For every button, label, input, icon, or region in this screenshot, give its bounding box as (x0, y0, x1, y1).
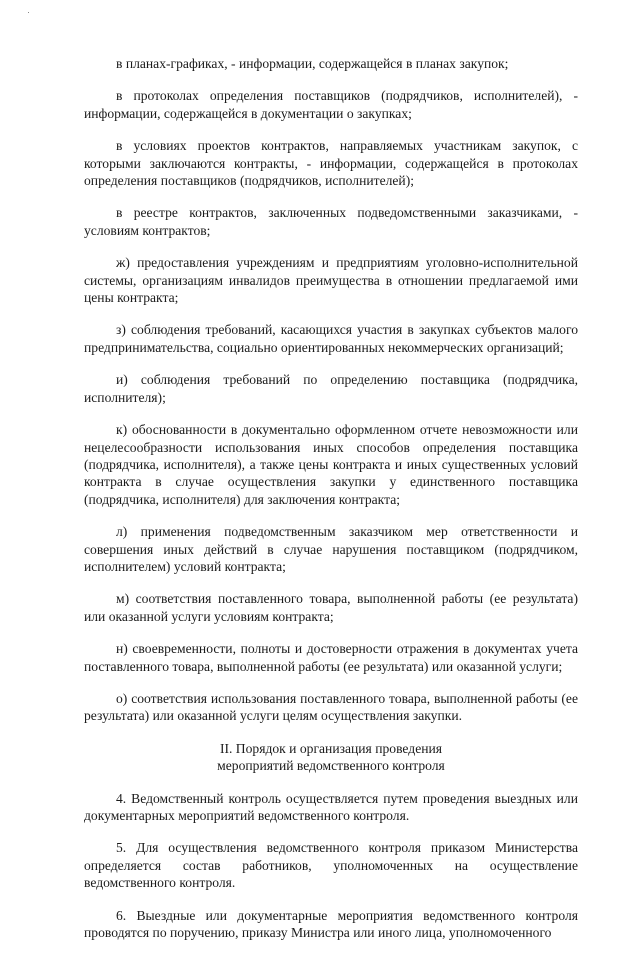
paragraph-plans: в планах-графиках, - информации, содержащейся в планах закупок; (116, 56, 509, 71)
paragraph-item-m: м) соответствия поставленного товара, выполненной работы (ее результата) или оказанной услуги условиям контракта; (84, 591, 578, 624)
paragraph-item-z: з) соблюдения требований, касающихся участия в закупках субъектов малого предпринимательства, социально ориентированных некоммерческих организаций; (84, 322, 578, 355)
paragraph-clause-4: 4. Ведомственный контроль осуществляется путем проведения выездных или документарных мероприятий ведомственного контроля. (84, 790, 578, 823)
paragraph-contract-registry: в реестре контрактов, заключенных подведомственными заказчиками, - условиям контрактов; (84, 205, 578, 238)
paragraph-item-k: к) обоснованности в документально оформленном отчете невозможности или нецелесообразности использования иных способов определения поставщика (подрядчика, исполнителя), а также цены контракта и иных существенных условий контракта в случае осуществления закупки у единственного поставщика (подрядчика, исполнителя) для заключения контракта; (84, 422, 578, 507)
paragraph-item-zh: ж) предоставления учреждениям и предприятиям уголовно-исполнительной системы, организациям инвалидов преимущества в отношении предлагаемой ими цены контракта; (84, 255, 578, 306)
paragraph-item-i: и) соблюдения требований по определению поставщика (подрядчика, исполнителя); (84, 372, 578, 405)
paragraph-item-n: н) своевременности, полноты и достоверности отражения в документах учета поставленного товара, выполненной работы (ее результата) или оказанной услуги; (84, 641, 578, 674)
paragraph-clause-5: 5. Для осуществления ведомственного контроля приказом Министерства определяется состав работников, уполномоченных на осуществление ведомственного контроля. (84, 840, 578, 891)
section-heading (84, 740, 578, 775)
paragraph-item-o: о) соответствия использования поставленного товара, выполненной работы (ее результата) или оказанной услуги целям осуществления закупки. (84, 690, 578, 724)
section-heading-line-1: II. Порядок и организация проведения (219, 740, 443, 756)
document-body (84, 55, 578, 956)
paragraph-item-l: л) применения подведомственным заказчиком мер ответственности и совершения иных действий в случае нарушения поставщиком (подрядчиком, исполнителем) условий контракта; (84, 524, 578, 574)
paragraph-contract-drafts: в условиях проектов контрактов, направляемых участникам закупок, с которыми заключаются контракты, - информации, содержащейся в протоколах определения поставщиков (подрядчиков, исполнителей); (84, 138, 578, 189)
section-heading-line-2: мероприятий ведомственного контроля (217, 758, 445, 774)
paragraph-protocols: в протоколах определения поставщиков (подрядчиков, исполнителей), - информации, содержащейся в документации о закупках; (84, 88, 578, 121)
paragraph-clause-6: 6. Выездные или документарные мероприятия ведомственного контроля проводятся по поручению, приказу Министра или иного лица, уполномоченного (84, 907, 578, 941)
scan-speck (28, 12, 29, 13)
